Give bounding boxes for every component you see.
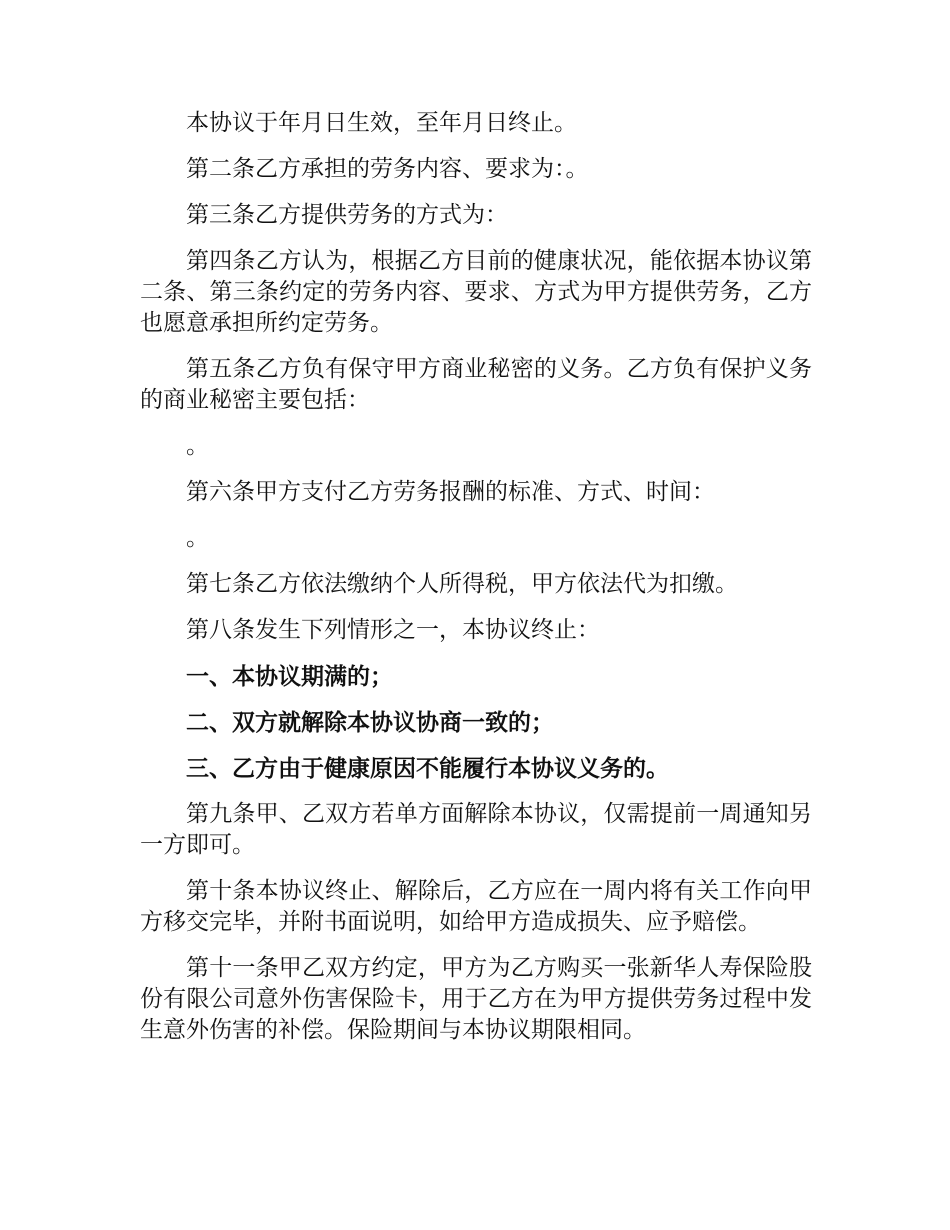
paragraph-article-9: 第九条甲、乙双方若单方面解除本协议，仅需提前一周通知另一方即可。 <box>140 801 812 858</box>
paragraph-article-2: 第二条乙方承担的劳务内容、要求为：。 <box>186 156 589 182</box>
paragraph-article-4: 第四条乙方认为，根据乙方目前的健康状况，能依据本协议第二条、第三条约定的劳务内容、要求、方式为甲方提供劳务，乙方也愿意承担所约定劳务。 <box>140 248 812 336</box>
list-item-termination-1: 一、本协议期满的； <box>186 663 393 690</box>
list-item-termination-2: 二、双方就解除本协议协商一致的； <box>186 709 554 736</box>
paragraph-article-11: 第十一条甲乙双方约定，甲方为乙方购买一张新华人寿保险股份有限公司意外伤害保险卡，用于乙方在为甲方提供劳务过程中发生意外伤害的补偿。保险期间与本协议期限相同。 <box>140 955 812 1043</box>
list-item-termination-3: 三、乙方由于健康原因不能履行本协议义务的。 <box>186 755 669 782</box>
paragraph-article-8: 第八条发生下列情形之一，本协议终止： <box>186 617 600 643</box>
document-body <box>140 108 812 1061</box>
paragraph-effective-date: 本协议于年月日生效，至年月日终止。 <box>186 110 577 136</box>
paragraph-article-6: 第六条甲方支付乙方劳务报酬的标准、方式、时间： <box>186 479 715 505</box>
paragraph-article-7: 第七条乙方依法缴纳个人所得税，甲方依法代为扣缴。 <box>186 571 738 597</box>
paragraph-article-5-blank: 。 <box>186 433 209 459</box>
paragraph-article-5: 第五条乙方负有保守甲方商业秘密的义务。乙方负有保护义务的商业秘密主要包括： <box>140 356 812 413</box>
paragraph-article-10: 第十条本协议终止、解除后，乙方应在一周内将有关工作向甲方移交完毕，并附书面说明，如给甲方造成损失、应予赔偿。 <box>140 878 812 935</box>
paragraph-article-3: 第三条乙方提供劳务的方式为： <box>186 202 508 228</box>
paragraph-article-6-blank: 。 <box>186 525 209 551</box>
